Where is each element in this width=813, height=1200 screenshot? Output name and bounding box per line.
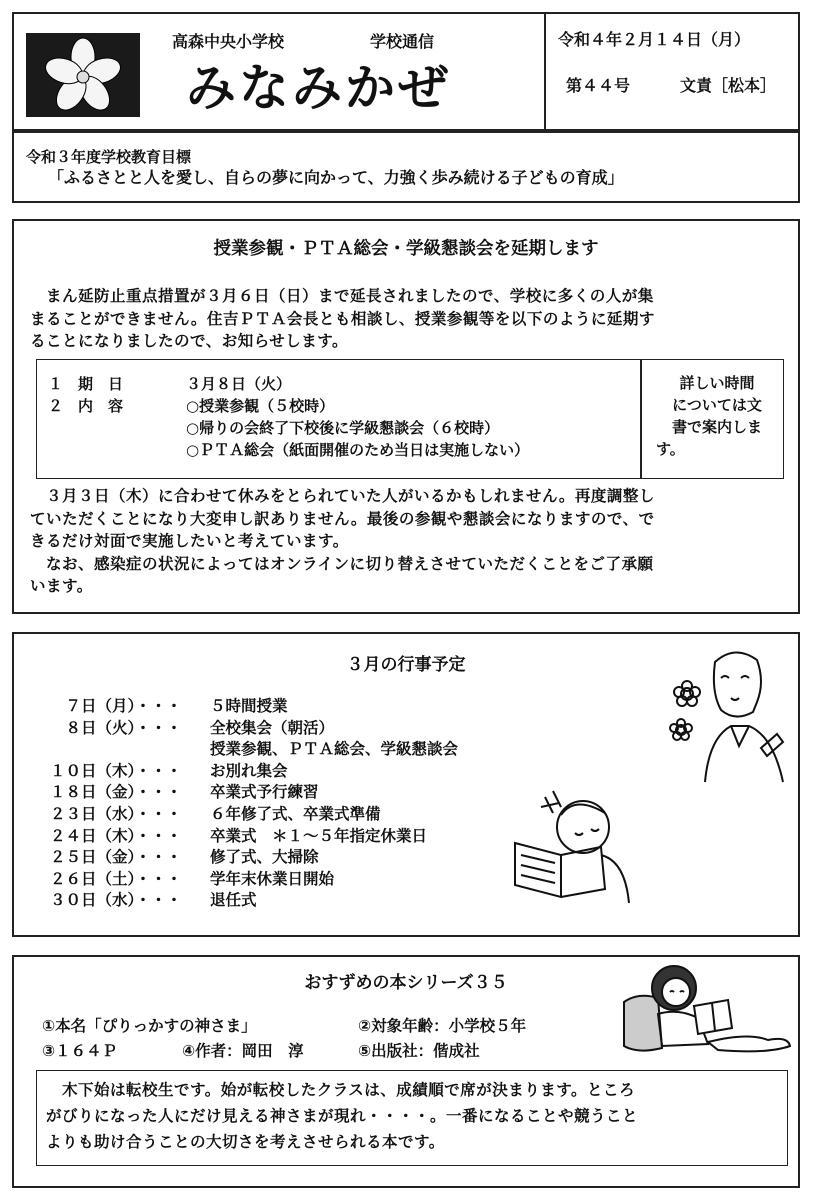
book-row <box>42 1039 526 1064</box>
events-title: ３月の行事予定 <box>346 655 466 675</box>
schedule-label: ２ 内 容 <box>48 397 124 415</box>
book-summary-line: がびりになった人にだけ見える神さまが現れ・・・・。一番になることや競うこと <box>46 1107 639 1125</box>
notice-line: ３月３日（木）に合わせて休みをとられていた人がいるかもしれません。再度調整し <box>30 487 655 505</box>
schedule-value: ○ＰＴＡ総会（紙面開催のため当日は実施しない） <box>186 441 530 459</box>
event-text: ６年修了式、卒業式準備 <box>210 804 381 823</box>
book-publisher: ⑤出版社：偕成社 <box>358 1042 480 1060</box>
book-summary-line: よりも助け合うことの大切さを考えさせられる本です。 <box>46 1133 445 1151</box>
event-day: １０日（木）・・・ <box>50 761 182 780</box>
event-row <box>50 804 458 826</box>
event-day: ７日（月）・・・ <box>50 697 182 715</box>
event-day: ２４日（木）・・・ <box>50 826 182 845</box>
notice-line: います。 <box>30 577 93 595</box>
notice-line: ていただくことになり大変申し訳ありません。最後の参観や懇談会になりますので、で <box>30 509 655 528</box>
event-row <box>50 826 458 848</box>
notice-line: まることができません。住吉ＰＴＡ会長とも相談し、授業参観等を以下のように延期す <box>30 309 655 328</box>
notice-line: きるだけ対面で実施したいと考えています。 <box>30 532 349 550</box>
event-text: ５時間授業 <box>210 697 288 715</box>
issue-number: 第４４号 <box>566 76 631 95</box>
school-logo <box>26 33 140 117</box>
event-day: ２５日（金）・・・ <box>50 848 182 867</box>
schedule-label: １ 期 日 <box>48 375 124 393</box>
schedule-label <box>48 439 186 461</box>
schedule-row <box>48 417 529 439</box>
notice-line: まん延防止重点措置が３月６日（日）まで延長されましたので、学校に多くの人が集 <box>30 287 654 305</box>
book-pages: ③１６４Ｐ <box>42 1042 118 1060</box>
goal-text: 「ふるさとと人を愛し、自らの夢に向かって、力強く歩み続ける子どもの育成」 <box>48 168 624 187</box>
book-name: ①本名「ぴりっかすの神さま」 <box>42 1017 257 1035</box>
notice-line: なお、感染症の状況によってはオンラインに切り替えさせていただくことをご了承願 <box>30 554 654 573</box>
event-row <box>50 890 458 912</box>
event-row <box>50 869 458 891</box>
schedule-divider <box>640 359 642 479</box>
issue-date: 令和４年２月１４日（月） <box>558 30 751 49</box>
event-text: 卒業式予行練習 <box>210 783 319 802</box>
event-row <box>50 847 458 869</box>
schedule-row <box>48 395 529 417</box>
schedule-list <box>48 373 529 461</box>
masthead-divider <box>544 12 546 131</box>
book-details <box>42 1014 526 1064</box>
event-text: 学年末休業日開始 <box>210 869 335 888</box>
event-day: １８日（金）・・・ <box>50 783 182 802</box>
event-text: お別れ集会 <box>210 761 288 780</box>
notice-intro <box>30 285 792 353</box>
event-text: 授業参観、ＰＴＡ総会、学級懇談会 <box>210 740 459 759</box>
schedule-value: ３月８日（火） <box>186 375 292 393</box>
event-row <box>50 739 458 761</box>
event-row <box>50 718 458 740</box>
newsletter-kind: 学校通信 <box>370 32 435 51</box>
event-day: ２６日（土）・・・ <box>50 869 182 888</box>
event-day: ３０日（水）・・・ <box>50 891 182 910</box>
events-list <box>50 696 458 912</box>
girl-reading-illustration <box>618 962 794 1056</box>
book-summary-line: 木下始は転校生です。始が転校したクラスは、成績順で席が決まります。ところ <box>46 1081 636 1099</box>
school-name: 高森中央小学校 <box>172 32 285 51</box>
event-text: 修了式、大掃除 <box>210 848 319 867</box>
event-day: ８日（火）・・・ <box>50 718 182 737</box>
issue-author: 文責［松本］ <box>680 76 777 95</box>
notice-followup <box>30 485 792 598</box>
schedule-side-note <box>652 372 782 460</box>
side-note-line: 詳しい時間 <box>679 374 755 392</box>
book-series-title: おすずめの本シリーズ３５ <box>304 973 508 993</box>
event-row <box>50 761 458 783</box>
book-writer: ④作者：岡田 淳 <box>182 1042 304 1060</box>
newsletter-title: みなみかぜ <box>186 59 451 117</box>
schedule-row <box>48 373 529 395</box>
event-text: 全校集会（朝活） <box>210 718 335 737</box>
side-note-line: については文 <box>672 396 762 414</box>
schedule-value: ○授業参観（５校時） <box>186 397 335 415</box>
schedule-label <box>48 417 186 439</box>
event-text: 退任式 <box>210 891 257 910</box>
teacher-illustration <box>665 642 795 787</box>
notice-line: ることになりましたので、お知らせします。 <box>30 332 348 350</box>
goal-label: 令和３年度学校教育目標 <box>26 148 192 166</box>
schedule-value: ○帰りの会終了下校後に学級懇談会（６校時） <box>186 419 500 437</box>
schedule-row <box>48 439 529 461</box>
side-note-line: 書で案内しま <box>671 418 762 436</box>
event-text: 卒業式 ＊１～５年指定休業日 <box>210 826 428 845</box>
book-summary <box>46 1077 782 1155</box>
book-row <box>42 1014 526 1039</box>
side-note-line: す。 <box>656 440 685 458</box>
event-row <box>50 696 458 718</box>
event-day: ２３日（水）・・・ <box>50 804 182 823</box>
boy-reading-illustration <box>505 785 635 905</box>
event-row <box>50 782 458 804</box>
notice-title: 授業参観・ＰＴＡ総会・学級懇談会を延期します <box>213 239 599 259</box>
book-age: ②対象年齢：小学校５年 <box>358 1017 527 1035</box>
